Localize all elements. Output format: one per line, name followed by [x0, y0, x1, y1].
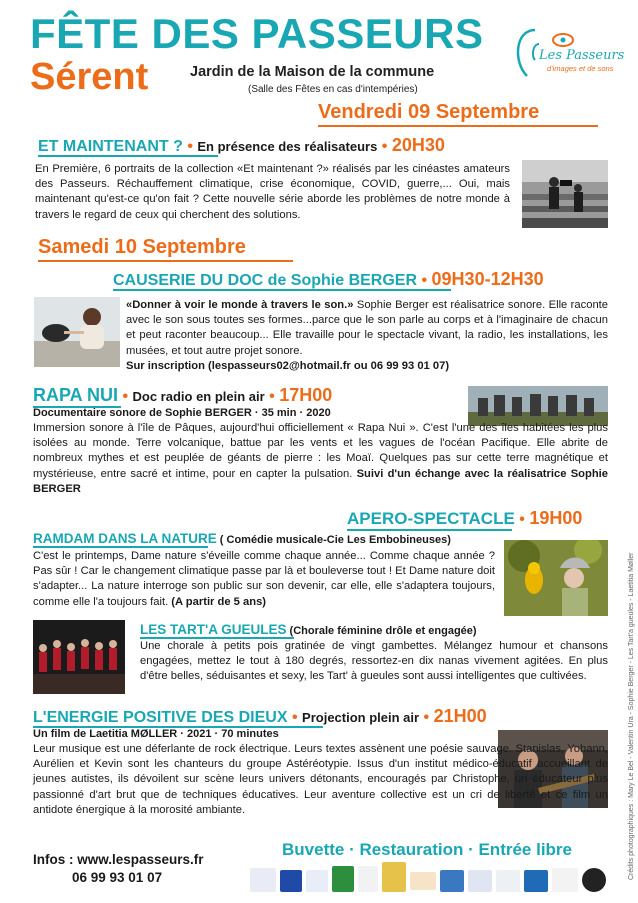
et-maintenant-subtitle: En présence des réalisateurs [197, 139, 378, 154]
sponsor-logo [582, 868, 606, 892]
footer-info: Infos : www.lespasseurs.fr [33, 852, 204, 867]
choir-photo [33, 620, 125, 694]
et-maintenant-photo [522, 160, 608, 228]
sound-recording-photo [34, 297, 120, 367]
saturday-underline [38, 260, 293, 262]
sponsor-logo [440, 870, 464, 892]
et-maintenant-title: ET MAINTENANT ? [38, 138, 183, 155]
sponsor-logo [306, 870, 328, 892]
apero-time: 19H00 [529, 508, 583, 528]
energie-title: L'ENERGIE POSITIVE DES DIEUX [33, 709, 288, 726]
ramdam-age: (A partir de 5 ans) [168, 595, 267, 608]
rapa-nui-description: Immersion sonore à l'île de Pâques, aujourd'hui officiellement « Rapa Nui ». C'est l'une des îles habitées les plus isolées au monde. Terre volcanique, battue par les vents et les vagues de l'océan Pacifique. Elle abrite de nombreux mythes et est peuplée de géants de pierre : les Moaï. Quelques pas sur cette terre magnétique et mystérieuse, entre sacré et intime, pour en capter la pulsation. [33, 422, 608, 480]
causerie-underline [113, 289, 451, 291]
sponsor-logo [410, 872, 436, 890]
rapa-nui-title: RAPA NUI [33, 385, 118, 405]
energie-credit: Un film de Laetitia MØLLER · 2021 · 70 minutes [33, 728, 279, 740]
sponsor-logo [552, 868, 578, 892]
causerie-time: 09H30-12H30 [431, 269, 544, 289]
rapa-nui-text [33, 421, 608, 497]
tart-title: LES TART'A GUEULES [140, 622, 287, 637]
rapa-nui-subtitle: Doc radio en plein air [132, 389, 265, 404]
sponsor-logo [358, 866, 378, 892]
city-title: Sérent [30, 56, 149, 98]
et-maintenant-underline [38, 155, 218, 157]
causerie-quote: «Donner à voir le monde à travers le son.» [126, 299, 354, 311]
venue-note: (Salle des Fêtes en cas d'intempéries) [248, 84, 418, 95]
ramdam-title: RAMDAM DANS LA NATURE [33, 531, 217, 546]
apero-heading: APERO-SPECTACLE • 19H00 [347, 508, 583, 528]
causerie-photo [34, 297, 120, 367]
film-crew-photo [522, 160, 608, 228]
logo-tagline: d'images et de sons [547, 64, 614, 73]
friday-date: Vendredi 09 Septembre [318, 101, 540, 123]
photo-credits-text: Crédits photographiques : Mary Le Bel - Valentin Ura - Sophie Berger - Les Tart'a gueules - Laetitia Møller [628, 552, 635, 880]
footer-phone: 06 99 93 01 07 [72, 870, 163, 885]
causerie-text [126, 298, 608, 374]
moai-photo [468, 386, 608, 426]
sponsor-logos [250, 862, 610, 896]
footer-tagline: Buvette · Restauration · Entrée libre [282, 840, 573, 859]
sponsor-logo [332, 866, 354, 892]
ramdam-photo [504, 540, 608, 616]
saturday-date: Samedi 10 Septembre [38, 236, 246, 258]
ramdam-subtitle: ( Comédie musicale-Cie Les Embobineuses) [216, 534, 451, 546]
tart-text: Une chorale à petits pois gratinée de vingt gambettes. Mélangez humour et chansons engagées, mettez le tout à 180 degrés, ressortez-en dix nanas vivement agitées. En plus d'être belles, séduisantes et sexy, les Tart' à gueules sont aussi intelligentes que cultivées. [140, 640, 608, 683]
photo-credits [628, 320, 636, 880]
energie-heading: L'ENERGIE POSITIVE DES DIEUX • Projection plein air • 21H00 [33, 706, 487, 726]
logo-name: Les Passeurs [539, 48, 625, 63]
ramdam-underline [33, 546, 208, 548]
nature-costume-photo [504, 540, 608, 616]
sponsor-logo [524, 870, 548, 892]
ramdam-description: C'est le printemps, Dame nature s'éveille comme chaque année... Comme chaque année ? Pas sûr ! Car le changement climatique passe par là et bouleverse tout ! Et Dame nature doit s'adapter... La nature interroge son public sur son devenir, car elle, elle s'adaptera toujours, comme elle l'a toujours fait. [33, 550, 495, 608]
et-maintenant-time: 20H30 [391, 135, 445, 155]
sponsor-logo [250, 868, 276, 892]
et-maintenant-heading: ET MAINTENANT ? • En présence des réalisateurs • 20H30 [38, 135, 445, 155]
sponsor-logo [468, 870, 492, 892]
friday-underline [318, 125, 598, 127]
causerie-heading: CAUSERIE DU DOC de Sophie BERGER • 09H30-12H30 [113, 269, 544, 289]
rapa-nui-credit: Documentaire sonore de Sophie BERGER · 35 min · 2020 [33, 407, 331, 419]
et-maintenant-text: En Première, 6 portraits de la collection «Et maintenant ?» réalisés par les cinéastes amateurs des Passeurs. Réchauffement climatique, crise économique, COVID, guerre,... Oui, mais maintenant qu'est-ce qu'on fait ? Cette nouvelle série aborde les problèmes de notre monde à travers le regard de ceux qui cherchent des solutions. [35, 163, 510, 221]
sponsor-logo [280, 870, 302, 892]
page-title: FÊTE DES PASSEURS [30, 10, 484, 57]
rapa-nui-time: 17H00 [279, 385, 333, 405]
energie-text: Leur musique est une déferlante de rock électrique. Leurs textes assènent une poésie sauvage. Stanislas, Yohann, Aurélien et Kevin sont les chanteurs du groupe Astéréotypie. Issus d'un institut médico-éducatif accueillant de jeunes autistes, ils dévoilent sur scène leurs univers détonants, encouragés par Christophe, un éducateur plus passionné d'art brut que de techniques éducatives. Leur aventure collective est un cri de liberté et ce film un antidote énergique à la morosité ambiante. [33, 743, 608, 816]
sponsor-logo [496, 870, 520, 892]
rapa-nui-heading: RAPA NUI • Doc radio en plein air • 17H00 [33, 385, 333, 405]
tart-subtitle: (Chorale féminine drôle et engagée) [286, 625, 477, 637]
causerie-title: CAUSERIE DU DOC de Sophie BERGER [113, 272, 418, 289]
causerie-signup: Sur inscription (lespasseurs02@hotmail.fr ou 06 99 93 01 07) [126, 359, 450, 372]
energie-subtitle: Projection plein air [302, 710, 420, 725]
rapa-nui-photo [468, 386, 608, 426]
ramdam-text [33, 549, 495, 610]
causerie-description: Sophie Berger est réalisatrice sonore. Elle raconte avec le son sous toutes ses formes...parce que le son parle au corps et à l'imaginaire de chacun et peut raconter beaucoup... Elle travaille pour le spectacle vivant, la radio, les installations, les musées, et tout autre projet sonore. [126, 299, 608, 357]
sponsor-logo [382, 862, 406, 892]
energie-time: 21H00 [433, 706, 487, 726]
tart-photo [33, 620, 125, 694]
apero-title: APERO-SPECTACLE [347, 509, 515, 528]
venue: Jardin de la Maison de la commune [190, 64, 435, 80]
rapa-nui-followup: Suivi d'un échange avec la réalisatrice Sophie BERGER [33, 467, 608, 495]
passeurs-logo [505, 22, 625, 82]
